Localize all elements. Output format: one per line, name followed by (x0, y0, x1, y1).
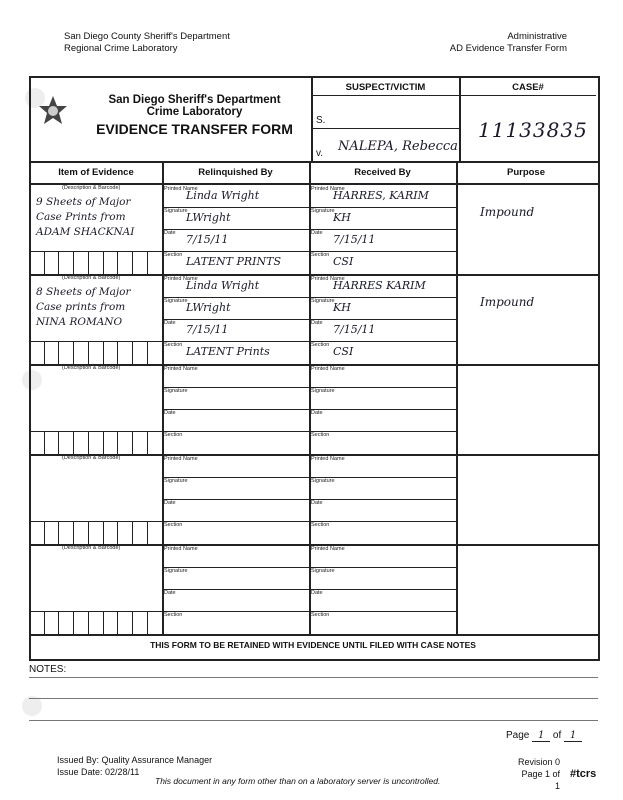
signature-label: Signature (311, 208, 335, 214)
printed-label: Printed Name (164, 276, 198, 282)
section-label: Section (164, 252, 183, 258)
relinquished-section-field[interactable]: LATENT Prints (186, 345, 270, 358)
relinquished-sig-field[interactable]: LWright (186, 301, 231, 314)
section-label: Section (311, 342, 330, 348)
section-label: Section (311, 252, 330, 258)
signature-label: Signature (164, 298, 188, 304)
signature-label: Signature (164, 478, 188, 484)
signature-label: Signature (164, 208, 188, 214)
date-label: Date (311, 320, 323, 326)
col-purpose: Purpose (506, 167, 545, 178)
purpose-field[interactable]: Impound (480, 295, 535, 309)
col-received: Received By (354, 167, 411, 178)
section-label: Section (164, 522, 183, 528)
relinquished-date-field[interactable]: 7/15/11 (186, 323, 229, 336)
received-sig-field[interactable]: KH (333, 301, 351, 314)
footer-left (57, 754, 212, 778)
printed-label: Printed Name (311, 276, 345, 282)
section-label: Section (311, 522, 330, 528)
org-block (82, 94, 307, 137)
notes-line[interactable] (29, 698, 598, 699)
date-label: Date (311, 230, 323, 236)
col-relinquished: Relinquished By (198, 167, 273, 178)
date-label: Date (164, 320, 176, 326)
desc-label: (Description & Barcode) (62, 455, 121, 461)
date-label: Date (164, 230, 176, 236)
col-item: Item of Evidence (58, 167, 134, 178)
received-name-field[interactable]: HARRES KARIM (333, 279, 426, 292)
printed-label: Printed Name (164, 366, 198, 372)
signature-label: Signature (311, 388, 335, 394)
desc-label: (Description & Barcode) (62, 365, 121, 371)
signature-label: Signature (311, 298, 335, 304)
header-org: San Diego County Sheriff's Department (64, 31, 230, 42)
date-label: Date (311, 500, 323, 506)
section-label: Section (164, 342, 183, 348)
notes-label: NOTES: (29, 664, 67, 675)
date-label: Date (164, 500, 176, 506)
page-total-field[interactable]: 1 (564, 730, 582, 742)
issued-by: Issued By: Quality Assurance Manager (57, 755, 213, 765)
relinquished-sig-field[interactable]: LWright (186, 211, 231, 224)
printed-label: Printed Name (311, 186, 345, 192)
page-of-label: of (552, 730, 562, 741)
desc-label: (Description & Barcode) (62, 545, 121, 551)
date-label: Date (164, 410, 176, 416)
sheriff-badge-icon (38, 95, 68, 129)
desc-label: (Description & Barcode) (62, 275, 121, 281)
page-of: Page 1 of 1 (521, 769, 560, 791)
signature-label: Signature (164, 388, 188, 394)
purpose-field[interactable]: Impound (480, 205, 535, 219)
received-date-field[interactable]: 7/15/11 (333, 233, 376, 246)
page-current-field[interactable]: 1 (532, 730, 550, 742)
evidence-description-field[interactable]: 9 Sheets of Major Case Prints from ADAM SHACKNAI (36, 196, 135, 238)
header-right (450, 31, 567, 55)
printed-label: Printed Name (164, 546, 198, 552)
suspect-victim-label: SUSPECT/VICTIM (345, 82, 426, 93)
header-lab: Regional Crime Laboratory (64, 43, 178, 54)
suspect-prefix: S. (316, 115, 326, 126)
page-label: Page (506, 730, 530, 741)
case-label: CASE# (512, 82, 544, 93)
relinquished-name-field[interactable]: Linda Wright (186, 279, 260, 292)
received-section-field[interactable]: CSI (333, 345, 354, 358)
received-sig-field[interactable]: KH (333, 211, 351, 224)
signature-label: Signature (311, 478, 335, 484)
date-label: Date (311, 590, 323, 596)
victim-name-field[interactable]: NALEPA, Rebecca (338, 139, 458, 154)
revision: Revision 0 (517, 757, 560, 767)
received-section-field[interactable]: CSI (333, 255, 354, 268)
victim-prefix: v. (316, 148, 324, 159)
header-form-name: AD Evidence Transfer Form (449, 43, 567, 54)
disclaimer: This document in any form other than on a laboratory server is uncontrolled. (155, 776, 441, 786)
evidence-description-field[interactable]: 8 Sheets of Major Case prints from NINA ROMANO (36, 286, 131, 328)
issue-date: Issue Date: 02/28/11 (57, 767, 140, 777)
page-number (506, 730, 582, 742)
form-title: EVIDENCE TRANSFER FORM (96, 121, 293, 137)
date-label: Date (164, 590, 176, 596)
relinquished-date-field[interactable]: 7/15/11 (186, 233, 229, 246)
printed-label: Printed Name (164, 456, 198, 462)
tag: #tcrs (570, 768, 597, 780)
org-unit: Crime Laboratory (146, 106, 243, 118)
header-left (64, 31, 230, 55)
relinquished-section-field[interactable]: LATENT PRINTS (186, 255, 281, 268)
notes-line[interactable] (29, 677, 598, 678)
printed-label: Printed Name (311, 456, 345, 462)
signature-label: Signature (164, 568, 188, 574)
org-name: San Diego Sheriff's Department (108, 94, 281, 106)
received-name-field[interactable]: HARRES, KARIM (333, 189, 429, 202)
printed-label: Printed Name (311, 546, 345, 552)
notes-line[interactable] (29, 720, 598, 721)
received-date-field[interactable]: 7/15/11 (333, 323, 376, 336)
printed-label: Printed Name (311, 366, 345, 372)
case-number-field[interactable]: 11133835 (478, 118, 588, 142)
relinquished-name-field[interactable]: Linda Wright (186, 189, 260, 202)
section-label: Section (164, 432, 183, 438)
section-label: Section (164, 612, 183, 618)
retain-notice: THIS FORM TO BE RETAINED WITH EVIDENCE UNTIL FILED WITH CASE NOTES (150, 640, 476, 650)
section-label: Section (311, 432, 330, 438)
footer-right (514, 756, 560, 792)
punch-hole (22, 696, 42, 716)
date-label: Date (311, 410, 323, 416)
section-label: Section (311, 612, 330, 618)
header-category: Administrative (507, 31, 567, 42)
signature-label: Signature (311, 568, 335, 574)
desc-label: (Description & Barcode) (62, 185, 121, 191)
printed-label: Printed Name (164, 186, 198, 192)
